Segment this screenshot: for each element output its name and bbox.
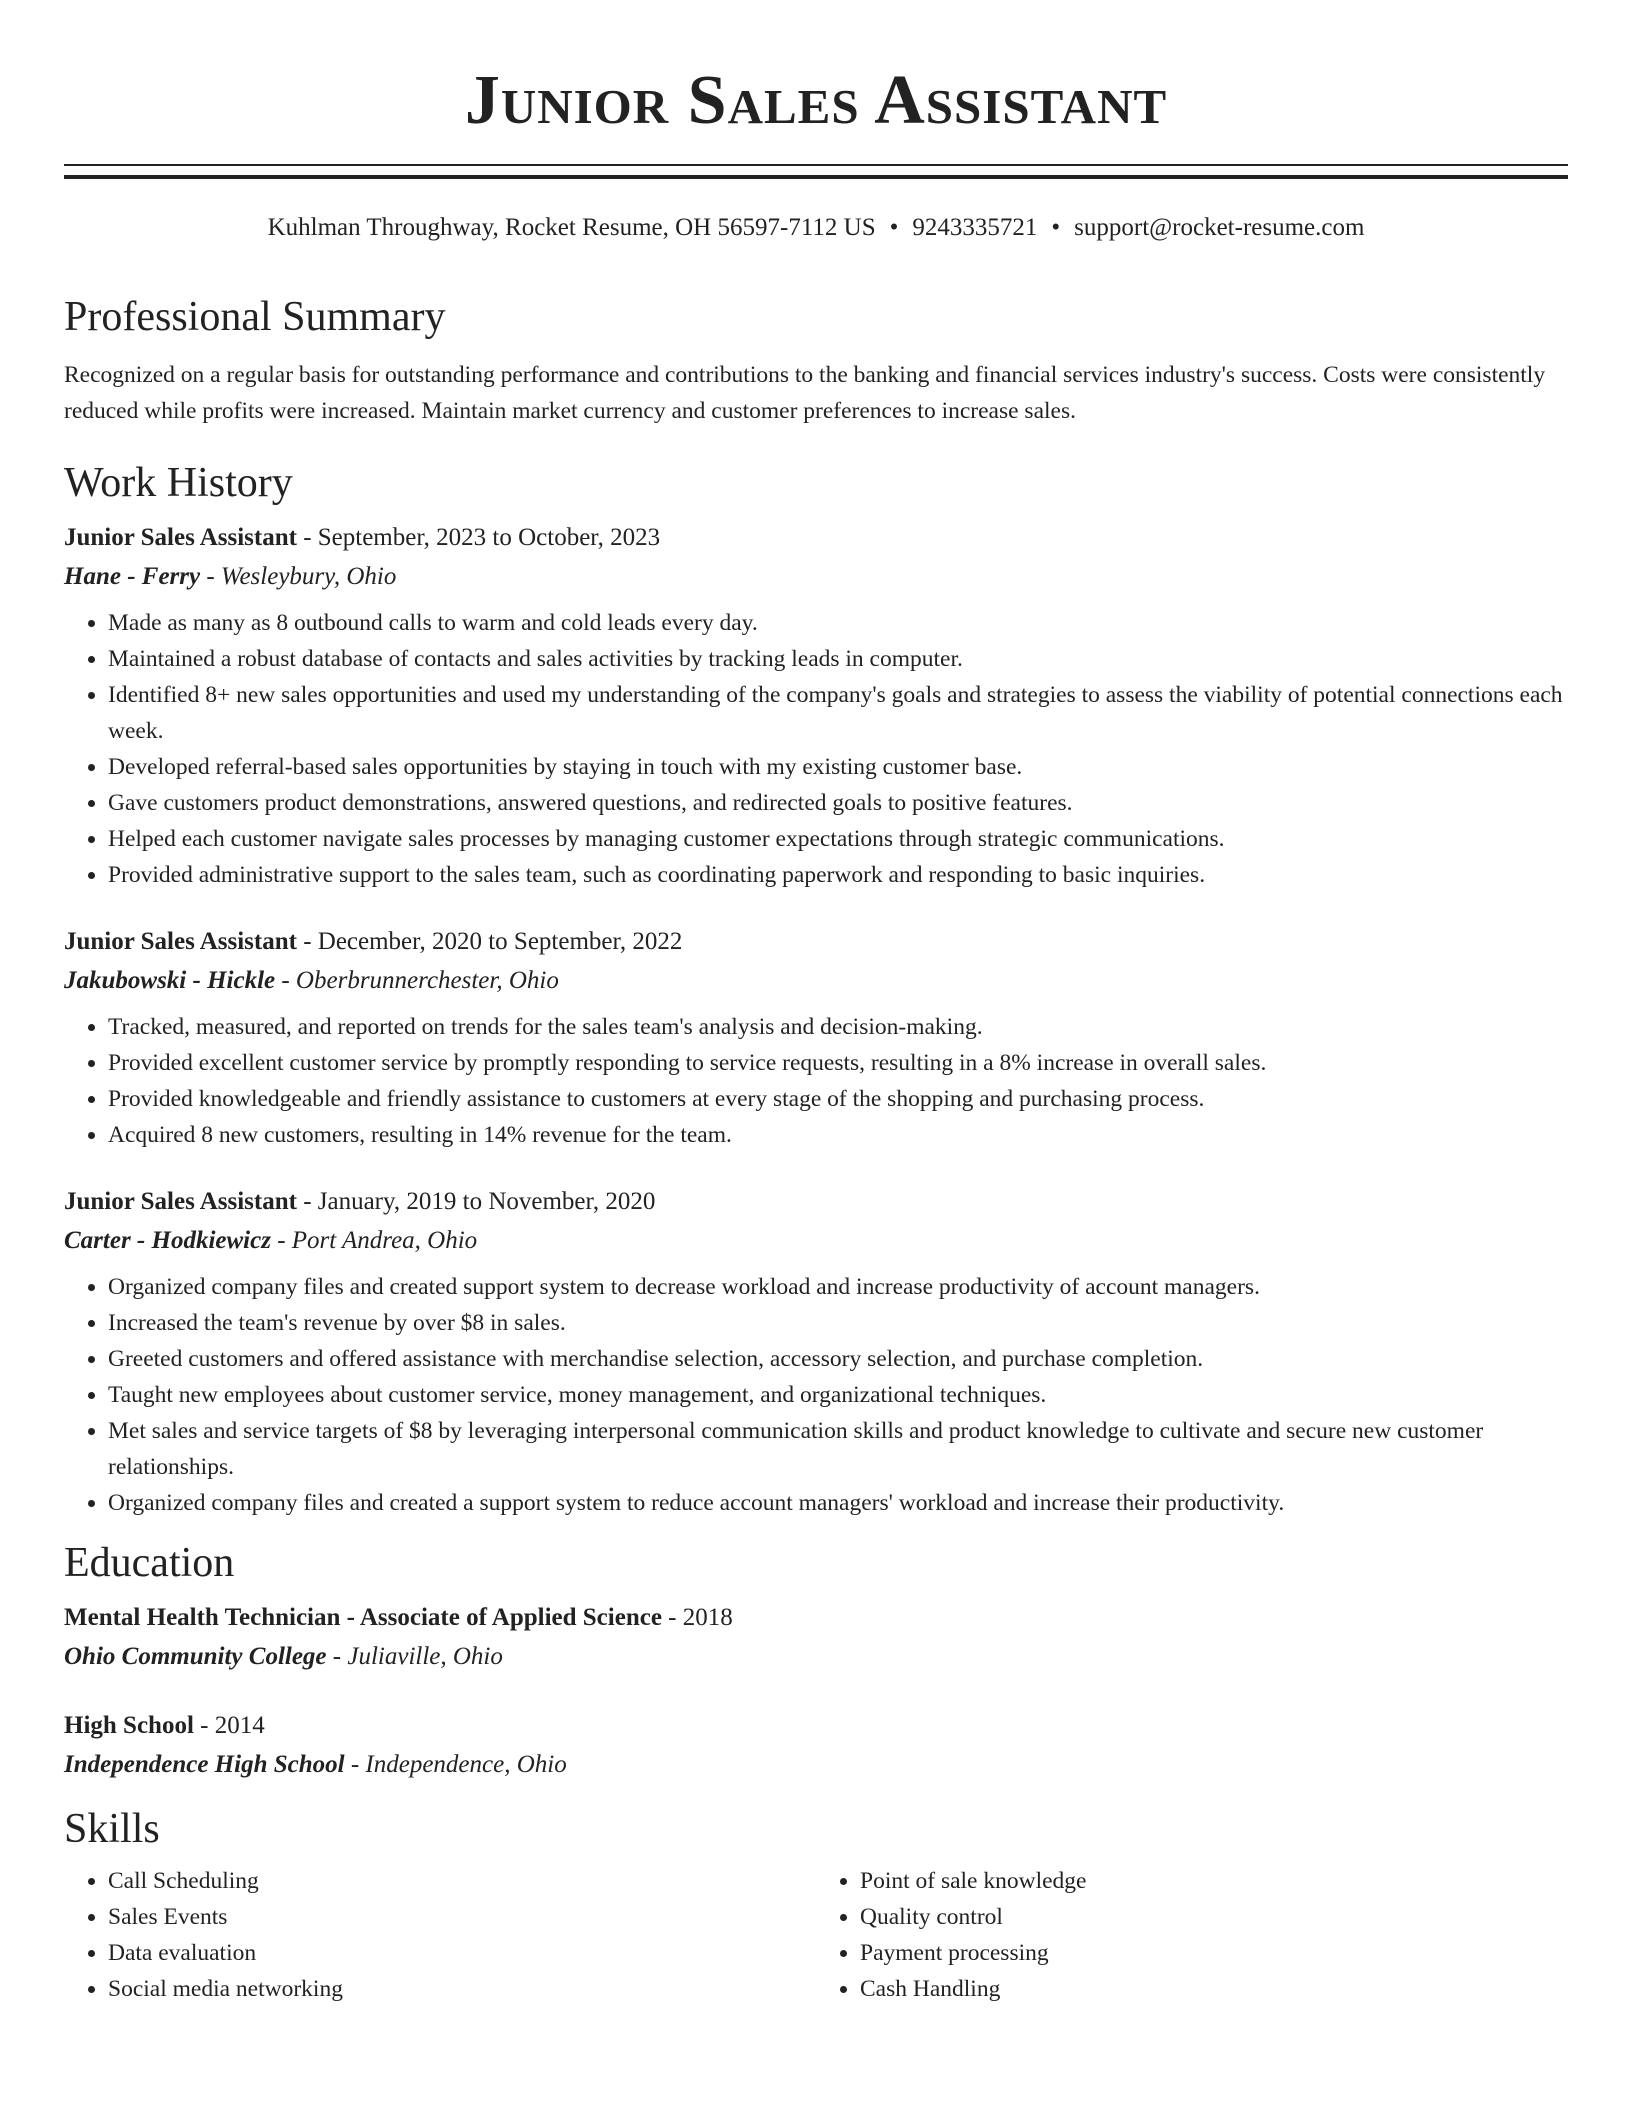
job-bullet: • Increased the team's revenue by over $8 in sales.	[108, 1305, 1568, 1341]
job-dates: - January, 2019 to November, 2020	[296, 1188, 656, 1215]
title-divider	[64, 164, 1568, 179]
education-school: Independence High School	[64, 1751, 345, 1778]
summary-heading: Professional Summary	[64, 294, 446, 340]
job-bullets	[64, 1009, 1568, 1153]
education-year: - 2018	[661, 1604, 733, 1631]
job-entry	[64, 1183, 1568, 1521]
contact-separator: •	[889, 214, 899, 241]
job-bullet: • Provided administrative support to the sales team, such as coordinating paperwork and responding to basic inquiries.	[108, 857, 1568, 893]
job-bullet: • Provided knowledgeable and friendly assistance to customers at every stage of the shopping and purchasing process.	[108, 1081, 1568, 1117]
skill-item: • Sales Events	[108, 1899, 816, 1935]
job-company: Carter - Hodkiewicz	[64, 1227, 271, 1254]
job-bullet: • Organized company files and created a support system to reduce account managers' workload and increase their productivity.	[108, 1485, 1568, 1521]
contact-line	[64, 211, 1568, 245]
education-location: - Independence, Ohio	[344, 1751, 567, 1778]
skill-item: • Payment processing	[860, 1935, 1568, 1971]
skill-item: • Cash Handling	[860, 1971, 1568, 2007]
job-bullet: • Made as many as 8 outbound calls to warm and cold leads every day.	[108, 605, 1568, 641]
skills-heading: Skills	[64, 1806, 160, 1852]
job-location: - Port Andrea, Ohio	[270, 1227, 478, 1254]
job-employer	[64, 1221, 1568, 1261]
resume-title: Junior Sales Assistant	[464, 62, 1168, 139]
skills-column-right	[816, 1863, 1568, 2007]
job-location: - Oberbrunnerchester, Ohio	[275, 967, 559, 994]
job-entry	[64, 519, 1568, 893]
education-location: - Juliaville, Ohio	[326, 1643, 503, 1670]
job-employer	[64, 557, 1568, 597]
education-entry	[64, 1599, 1568, 1677]
job-bullet: • Tracked, measured, and reported on trends for the sales team's analysis and decision-making.	[108, 1009, 1568, 1045]
job-entry	[64, 923, 1568, 1153]
education-entry	[64, 1707, 1568, 1785]
skill-item: • Point of sale knowledge	[860, 1863, 1568, 1899]
job-dates: - December, 2020 to September, 2022	[296, 928, 683, 955]
job-bullet: • Provided excellent customer service by promptly responding to service requests, resulting in a 8% increase in overall sales.	[108, 1045, 1568, 1081]
job-bullets	[64, 1269, 1568, 1521]
skill-item: • Social media networking	[108, 1971, 816, 2007]
skill-item: • Quality control	[860, 1899, 1568, 1935]
skill-item: • Call Scheduling	[108, 1863, 816, 1899]
job-header	[64, 519, 1568, 557]
job-bullet: • Developed referral-based sales opportunities by staying in touch with my existing customer base.	[108, 749, 1568, 785]
job-company: Jakubowski - Hickle	[64, 967, 276, 994]
job-bullet: • Acquired 8 new customers, resulting in 14% revenue for the team.	[108, 1117, 1568, 1153]
education-school: Ohio Community College	[64, 1643, 327, 1670]
education-year: - 2014	[193, 1712, 265, 1739]
education-header	[64, 1599, 1568, 1637]
job-dates: - September, 2023 to October, 2023	[296, 524, 661, 551]
education-header	[64, 1707, 1568, 1745]
skill-item: • Data evaluation	[108, 1935, 816, 1971]
education-degree: High School	[64, 1712, 194, 1739]
job-bullet: • Organized company files and created support system to decrease workload and increase productivity of account managers.	[108, 1269, 1568, 1305]
education-heading: Education	[64, 1540, 235, 1586]
job-bullet: • Identified 8+ new sales opportunities and used my understanding of the company's goals and strategies to assess the viability of potential connections each week.	[108, 677, 1568, 749]
work-history-heading: Work History	[64, 460, 293, 506]
job-bullet: • Maintained a robust database of contacts and sales activities by tracking leads in computer.	[108, 641, 1568, 677]
job-employer	[64, 961, 1568, 1001]
job-header	[64, 1183, 1568, 1221]
job-bullet: • Taught new employees about customer service, money management, and organizational techniques.	[108, 1377, 1568, 1413]
skills-column-left	[64, 1863, 816, 2007]
job-bullet: • Greeted customers and offered assistance with merchandise selection, accessory selection, and purchase completion.	[108, 1341, 1568, 1377]
education-institution	[64, 1637, 1568, 1677]
job-location: - Wesleybury, Ohio	[200, 563, 397, 590]
job-role: Junior Sales Assistant	[64, 1188, 297, 1215]
job-bullet: • Met sales and service targets of $8 by leveraging interpersonal communication skills and product knowledge to cultivate and secure new customer relationships.	[108, 1413, 1568, 1485]
job-role: Junior Sales Assistant	[64, 524, 297, 551]
job-bullet: • Helped each customer navigate sales processes by managing customer expectations through strategic communications.	[108, 821, 1568, 857]
education-degree: Mental Health Technician - Associate of Applied Science	[64, 1604, 662, 1631]
summary-text: Recognized on a regular basis for outstanding performance and contributions to the banking and financial services industry's success. Costs were consistently reduced while profits were increased. Maintain market currency and customer preferences to increase sales.	[64, 362, 1546, 424]
contact-email: support@rocket-resume.com	[1074, 214, 1365, 241]
contact-address: Kuhlman Throughway, Rocket Resume, OH 56597-7112 US	[267, 214, 876, 241]
skills-list	[64, 1863, 1568, 2007]
contact-separator: •	[1051, 214, 1061, 241]
contact-phone: 9243335721	[912, 214, 1038, 241]
education-institution	[64, 1745, 1568, 1785]
job-bullet: • Gave customers product demonstrations, answered questions, and redirected goals to positive features.	[108, 785, 1568, 821]
job-company: Hane - Ferry	[64, 563, 201, 590]
job-role: Junior Sales Assistant	[64, 928, 297, 955]
job-header	[64, 923, 1568, 961]
job-bullets	[64, 605, 1568, 893]
